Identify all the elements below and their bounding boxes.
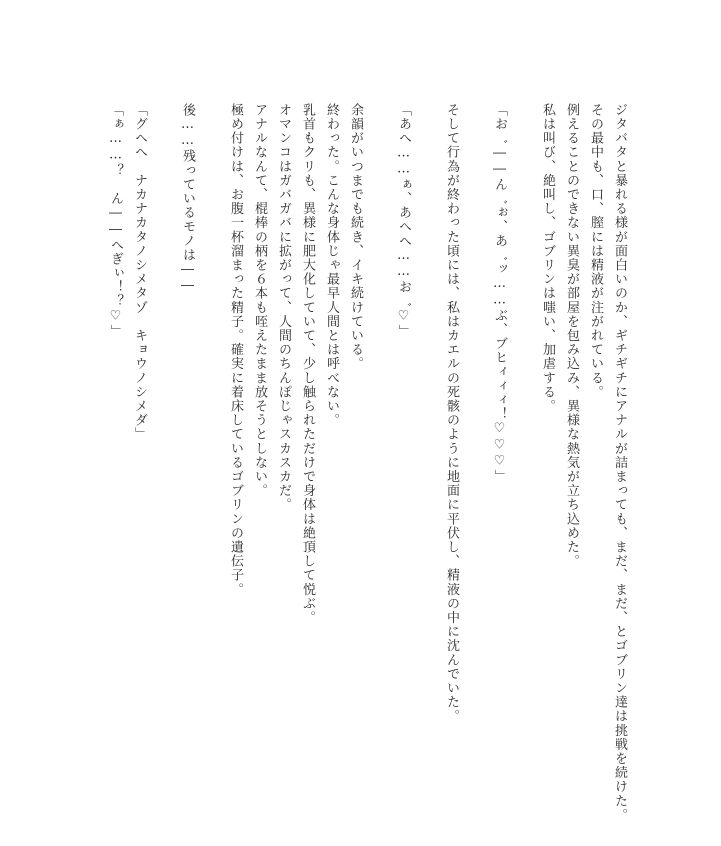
dialogue-line-2: 「あへ……ぁ、あへへ……お゛♡」 <box>396 103 411 339</box>
text-line-9: オマンコはガバガバに拡がって、人間のちんぽじゃスカスカだ。 <box>276 103 291 512</box>
text-line-1: ジタバタと暴れる様が面白いのか、ギチギチにアナルが詰まっても、まだ、まだ、とゴブリン達は挑戦を続けた。 <box>612 103 627 823</box>
text-line-5: そして行為が終わった頃には、私はカエルの死骸のように地面に平伏し、精液の中に沈んでいた。 <box>444 103 459 724</box>
dialogue-line-1: 「お゛――ん゛ぉ、あ゛ッ……ぶ、ブヒィィィ！♡♡♡」 <box>492 103 507 484</box>
text-line-3: 例えることのできない異臭が部屋を包み込み、異様な熱気が立ち込めた。 <box>564 103 579 569</box>
text-line-12: 後……残っているモノは―― <box>180 103 195 295</box>
dialogue-line-4: 「ぁ……？ ん――へぎぃ！？♡」 <box>108 103 123 339</box>
text-line-7: 終わった。こんな身体じゃ最早人間とは呼べない。 <box>324 103 339 428</box>
text-line-11: 極め付けは、お腹一杯溜まった精子。確実に着床しているゴブリンの遺伝子。 <box>228 103 243 597</box>
text-line-4: 私は叫び、絶叫し、ゴブリンは嗤い、加虐する。 <box>540 103 555 414</box>
text-line-10: アナルなんて、棍棒の柄を６本も咥えたまま放そうとしない。 <box>252 103 267 498</box>
text-line-8: 乳首もクリも、異様に肥大化していて、少し触られただけで身体は絶頂して悦ぶ。 <box>300 103 315 625</box>
text-line-2: その最中も、口、膣には精液が注がれている。 <box>588 103 603 400</box>
dialogue-line-3: 「グヘへ ナカナカタノシメタゾ キョウノシメダ」 <box>132 103 147 442</box>
text-line-6: 余韻がいつまでも続き、イキ続けている。 <box>348 103 363 371</box>
